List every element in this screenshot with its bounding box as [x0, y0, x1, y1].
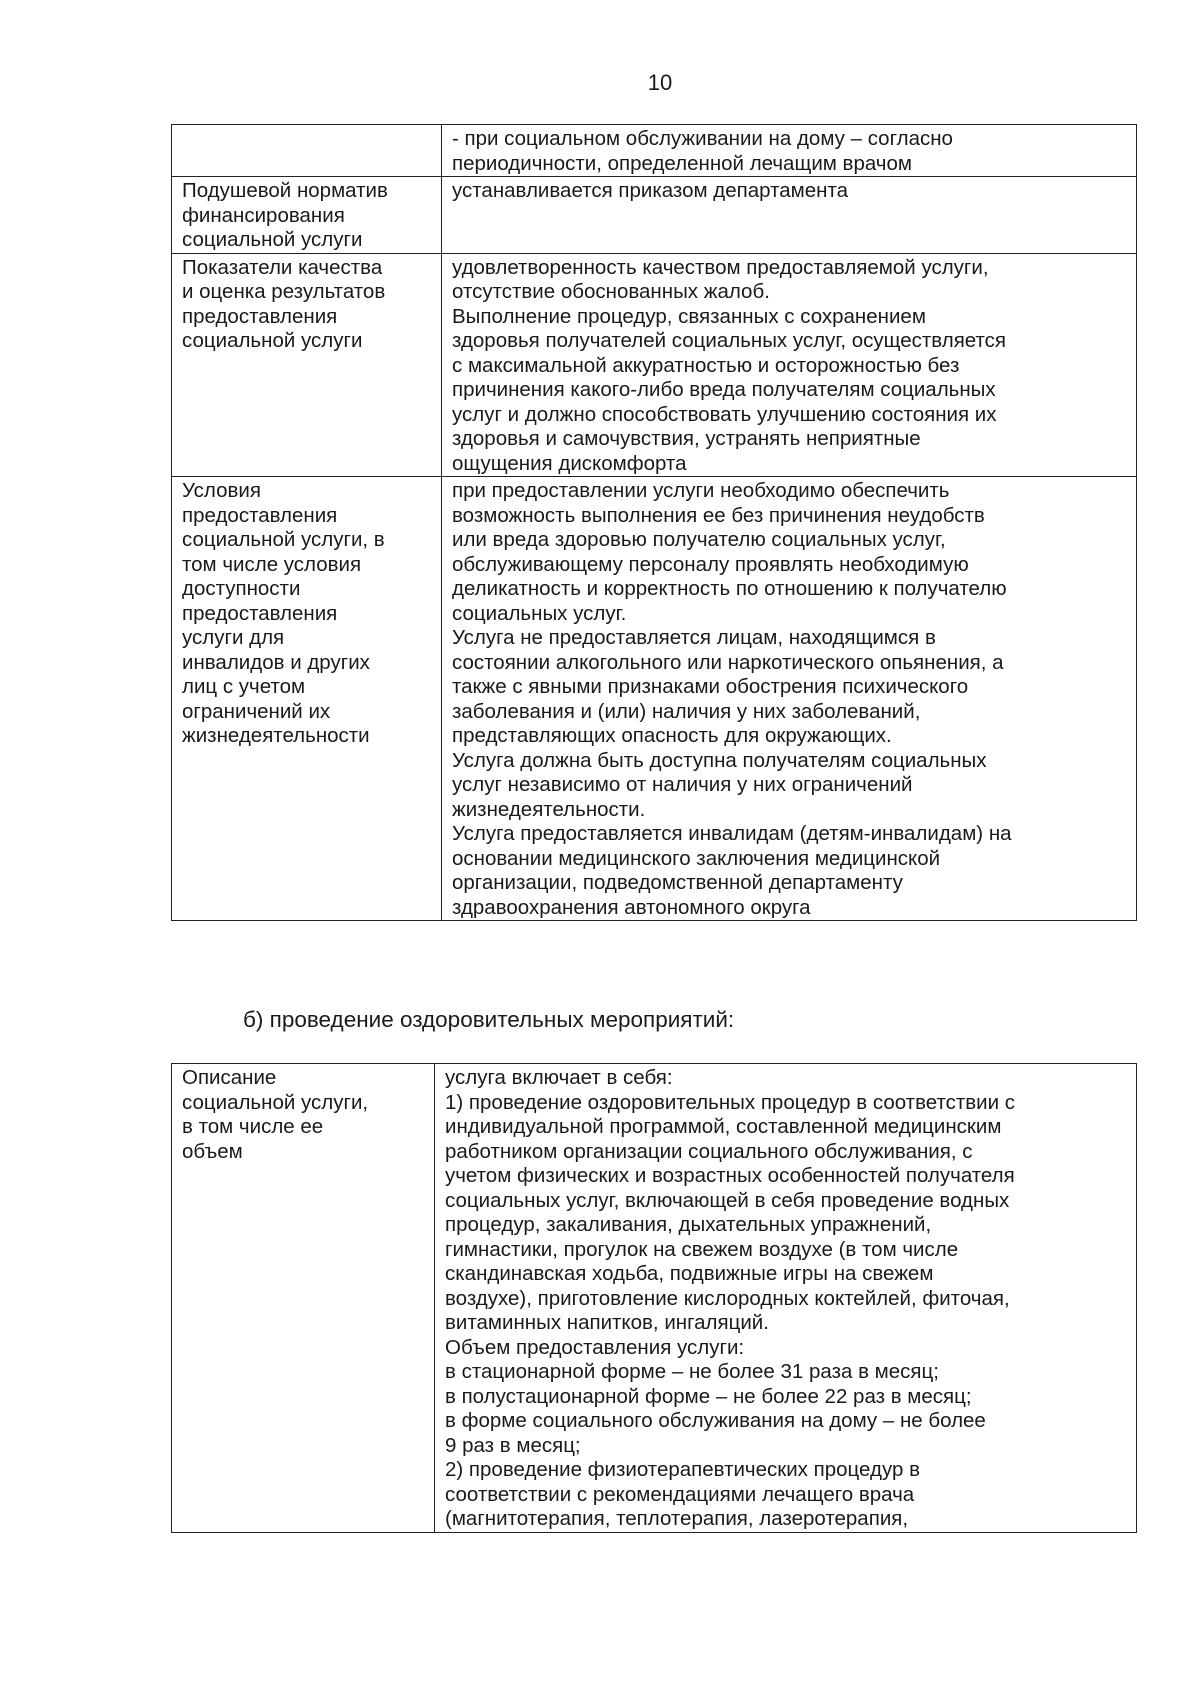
row-label-cell — [172, 125, 442, 177]
page-number: 10 — [647, 70, 673, 95]
content-line: Услуга не предоставляется лицам, находящимся в — [452, 626, 936, 649]
content-line: услуга включает в себя: — [445, 1066, 673, 1089]
table-row — [172, 253, 1137, 477]
label-line: социальной услуги, в — [182, 528, 385, 551]
content-line: состоянии алкогольного или наркотического опьянения, а — [452, 650, 1004, 674]
content-line: представляющих опасность для окружающих. — [452, 724, 892, 747]
content-line: 1) проведение оздоровительных процедур в соответствии с — [445, 1090, 1015, 1114]
content-line: (магнитотерапия, теплотерапия, лазеротерапия, — [445, 1507, 909, 1530]
content-line: периодичности, определенной лечащим врачом — [452, 151, 912, 175]
content-line: 9 раз в месяц; — [445, 1433, 581, 1457]
content-line: удовлетворенность качеством предоставляемой услуги, — [452, 255, 989, 279]
content-line: или вреда здоровью получателю социальных услуг, — [452, 528, 946, 551]
label-line: инвалидов и других — [182, 650, 370, 674]
label-line: жизнедеятельности — [182, 724, 370, 747]
content-line: с максимальной аккуратностью и осторожностью без — [452, 353, 960, 377]
label-line: Условия — [182, 479, 261, 502]
row-label-cell — [172, 253, 442, 477]
table-row — [172, 125, 1137, 177]
content-line: ощущения дискомфорта — [452, 451, 687, 475]
table-row — [172, 177, 1137, 254]
content-line: услуг и должно способствовать улучшению состояния их — [452, 402, 997, 426]
label-line: доступности — [182, 577, 301, 600]
content-line: в полустационарной форме – не более 22 раз в месяц; — [445, 1384, 972, 1408]
label-line: лиц с учетом — [182, 675, 306, 698]
content-line: 2) проведение физиотерапевтических процедур в — [445, 1458, 920, 1481]
label-line: предоставления — [182, 503, 338, 527]
content-line: воздухе), приготовление кислородных коктейлей, фиточая, — [445, 1286, 1010, 1310]
content-line: здравоохранения автономного округа — [452, 895, 811, 919]
content-line: при предоставлении услуги необходимо обеспечить — [452, 479, 950, 502]
service-table-2 — [171, 1063, 1137, 1533]
content-line: обслуживающему персоналу проявлять необходимую — [452, 552, 969, 576]
content-line: соответствии с рекомендациями лечащего врача — [445, 1482, 915, 1506]
label-line: Описание — [182, 1066, 277, 1089]
label-line: финансирования — [182, 203, 345, 227]
content-line: Услуга предоставляется инвалидам (детям-инвалидам) на — [452, 822, 1012, 845]
content-line: здоровья получателей социальных услуг, осуществляется — [452, 329, 1007, 352]
content-line: Объем предоставления услуги: — [445, 1335, 745, 1359]
content-line: учетом физических и возрастных особенностей получателя — [445, 1164, 1015, 1187]
content-line: скандинавская ходьба, подвижные игры на свежем — [445, 1262, 934, 1285]
content-line: в форме социального обслуживания на дому – не более — [445, 1409, 986, 1432]
content-line: витаминных напитков, ингаляций. — [445, 1311, 769, 1334]
label-line: ограничений их — [182, 699, 331, 723]
content-line: - при социальном обслуживании на дому – согласно — [452, 127, 953, 150]
service-table-1 — [171, 124, 1137, 921]
content-line: деликатность и корректность по отношению к получателю — [452, 577, 1007, 600]
content-line: услуг независимо от наличия у них ограничений — [452, 773, 913, 796]
content-line: заболевания и (или) наличия у них заболеваний, — [452, 699, 921, 723]
row-label-cell — [172, 477, 442, 921]
table-body — [172, 125, 1137, 921]
table-row — [172, 477, 1137, 921]
row-content-cell — [442, 177, 1137, 254]
content-line: также с явными признаками обострения психического — [452, 675, 969, 698]
section-heading: б) проведение оздоровительных мероприятий: — [243, 1007, 735, 1032]
content-line: работником организации социального обслуживания, с — [445, 1139, 973, 1163]
content-line: основании медицинского заключения медицинской — [452, 846, 941, 870]
table-row — [172, 1064, 1137, 1533]
label-line: социальной услуги — [182, 228, 363, 251]
content-line: здоровья и самочувствия, устранять неприятные — [452, 427, 921, 450]
content-line: процедур, закаливания, дыхательных упражнений, — [445, 1213, 932, 1236]
content-line: гимнастики, прогулок на свежем воздухе (в том числе — [445, 1237, 959, 1261]
row-content-cell — [442, 253, 1137, 477]
row-label-cell — [172, 1064, 435, 1533]
row-label-cell — [172, 177, 442, 254]
content-line: возможность выполнения ее без причинения неудобств — [452, 503, 985, 527]
label-line: в том числе ее — [182, 1115, 324, 1138]
content-line: причинения какого-либо вреда получателям социальных — [452, 378, 996, 401]
content-line: социальных услуг. — [452, 601, 627, 625]
label-line: Показатели качества — [182, 255, 383, 279]
label-line: услуги для — [182, 626, 285, 649]
content-line: Услуга должна быть доступна получателям социальных — [452, 748, 987, 772]
content-line: устанавливается приказом департамента — [452, 179, 849, 202]
label-line: социальной услуги — [182, 329, 363, 352]
label-line: предоставления — [182, 601, 338, 625]
label-line: предоставления — [182, 304, 338, 328]
content-line: социальных услуг, включающей в себя проведение водных — [445, 1188, 1010, 1212]
content-line: в стационарной форме – не более 31 раза в месяц; — [445, 1360, 939, 1383]
label-line: Подушевой норматив — [182, 179, 388, 202]
content-line: отсутствие обоснованных жалоб. — [452, 280, 770, 303]
content-line: индивидуальной программой, составленной медицинским — [445, 1115, 1002, 1138]
content-line: жизнедеятельности. — [452, 797, 646, 821]
content-line: организации, подведомственной департаменту — [452, 871, 903, 894]
table-body — [172, 1064, 1137, 1533]
row-content-cell — [442, 477, 1137, 921]
label-line: том числе условия — [182, 552, 362, 576]
label-line: социальной услуги, — [182, 1090, 369, 1114]
content-line: Выполнение процедур, связанных с сохранением — [452, 304, 926, 328]
label-line: и оценка результатов — [182, 280, 386, 303]
row-content-cell — [442, 125, 1137, 177]
label-line: объем — [182, 1139, 243, 1163]
row-content-cell — [435, 1064, 1137, 1533]
